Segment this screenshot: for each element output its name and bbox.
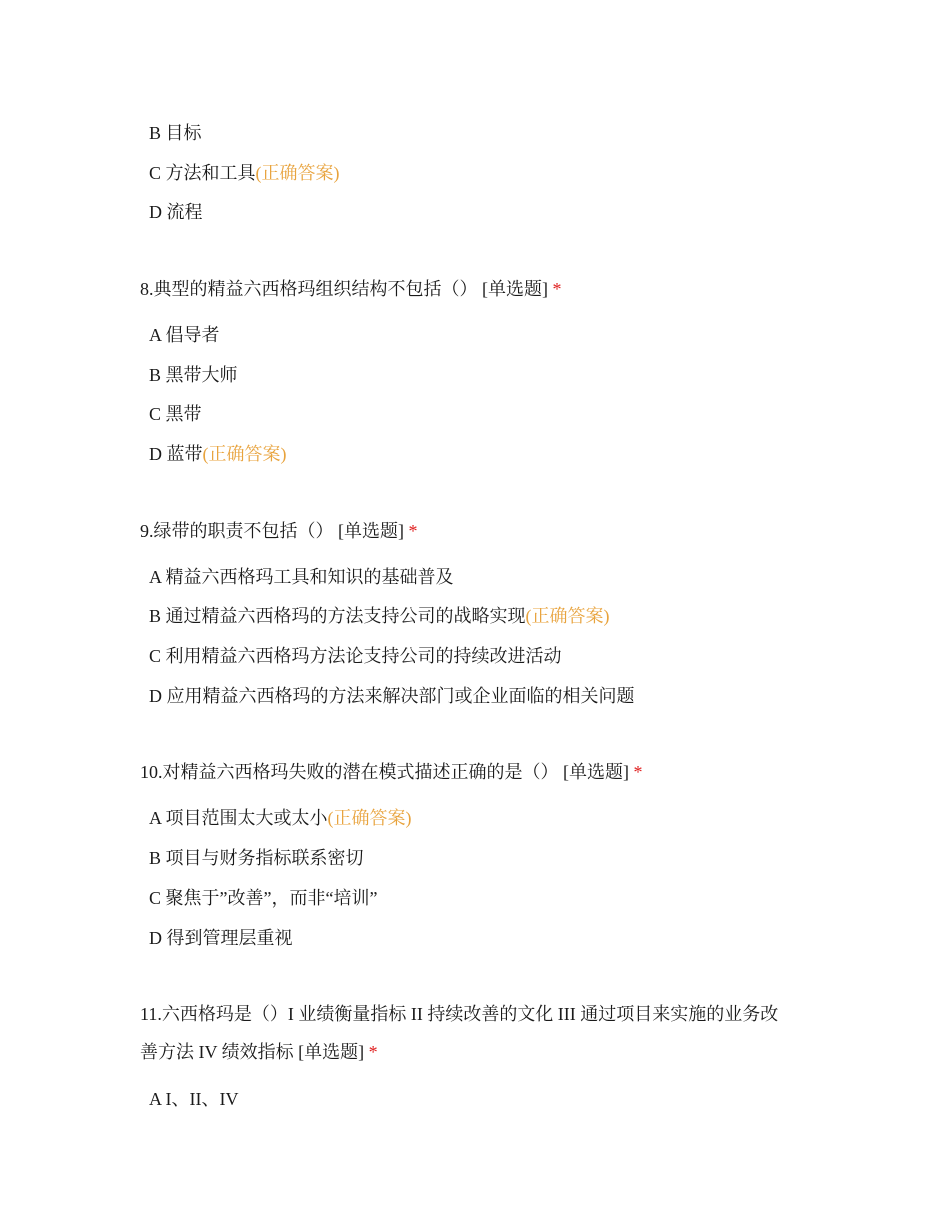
correct-answer-mark: (正确答案): [255, 163, 340, 183]
option-text: D 得到管理层重视: [149, 928, 293, 948]
correct-answer-mark: (正确答案): [327, 808, 412, 828]
required-marker: *: [408, 521, 418, 541]
option-text: D 蓝带: [149, 444, 203, 464]
question-text: 11.六西格玛是（）I 业绩衡量指标 II 持续改善的文化 III 通过项目来实施的业务改: [140, 1004, 779, 1024]
question-10-title: [140, 760, 643, 784]
option-a: [149, 323, 220, 347]
question-type: [单选题]: [338, 521, 404, 541]
option-text: A 倡导者: [149, 325, 220, 345]
question-type: [单选题]: [298, 1042, 365, 1062]
option-text: B 项目与财务指标联系密切: [149, 848, 364, 868]
question-text: 善方法 IV 绩效指标: [140, 1042, 294, 1062]
question-11-title-line2: [140, 1040, 378, 1064]
option-text: C 利用精益六西格玛方法论支持公司的持续改进活动: [149, 646, 562, 666]
option-d: [149, 200, 203, 224]
option-a: [149, 1087, 238, 1111]
option-text: C 黑带: [149, 404, 202, 424]
option-text: A I、II、IV: [149, 1089, 239, 1109]
option-b: [149, 363, 238, 387]
option-text: A 精益六西格玛工具和知识的基础普及: [149, 567, 454, 587]
option-b: [149, 604, 610, 628]
question-type: [单选题]: [482, 279, 548, 299]
question-9-title: [140, 519, 418, 543]
question-text: 10.对精益六西格玛失败的潜在模式描述正确的是（）: [140, 762, 559, 782]
question-type: [单选题]: [563, 762, 629, 782]
option-b: [149, 121, 202, 145]
question-11-title-line1: [140, 1002, 778, 1026]
option-text: D 流程: [149, 202, 203, 222]
option-a: [149, 565, 454, 589]
option-text: C 方法和工具: [149, 163, 256, 183]
option-c: [149, 644, 562, 668]
question-text: 9.绿带的职责不包括（）: [140, 521, 334, 541]
option-b: [149, 846, 364, 870]
required-marker: *: [368, 1042, 378, 1062]
option-text: C 聚焦于”改善”，而非“培训”: [149, 888, 378, 908]
required-marker: *: [633, 762, 643, 782]
option-d: [149, 926, 293, 950]
option-text: D 应用精益六西格玛的方法来解决部门或企业面临的相关问题: [149, 686, 635, 706]
correct-answer-mark: (正确答案): [202, 444, 287, 464]
option-d: [149, 684, 635, 708]
option-text: B 目标: [149, 123, 202, 143]
option-c: [149, 161, 340, 185]
required-marker: *: [552, 279, 562, 299]
option-a: [149, 806, 412, 830]
option-text: B 黑带大师: [149, 365, 238, 385]
option-text: B 通过精益六西格玛的方法支持公司的战略实现: [149, 606, 526, 626]
question-text: 8.典型的精益六西格玛组织结构不包括（）: [140, 279, 478, 299]
option-c: [149, 886, 377, 910]
option-c: [149, 402, 202, 426]
correct-answer-mark: (正确答案): [525, 606, 610, 626]
option-text: A 项目范围太大或太小: [149, 808, 328, 828]
option-d: [149, 442, 287, 466]
question-8-title: [140, 277, 562, 301]
